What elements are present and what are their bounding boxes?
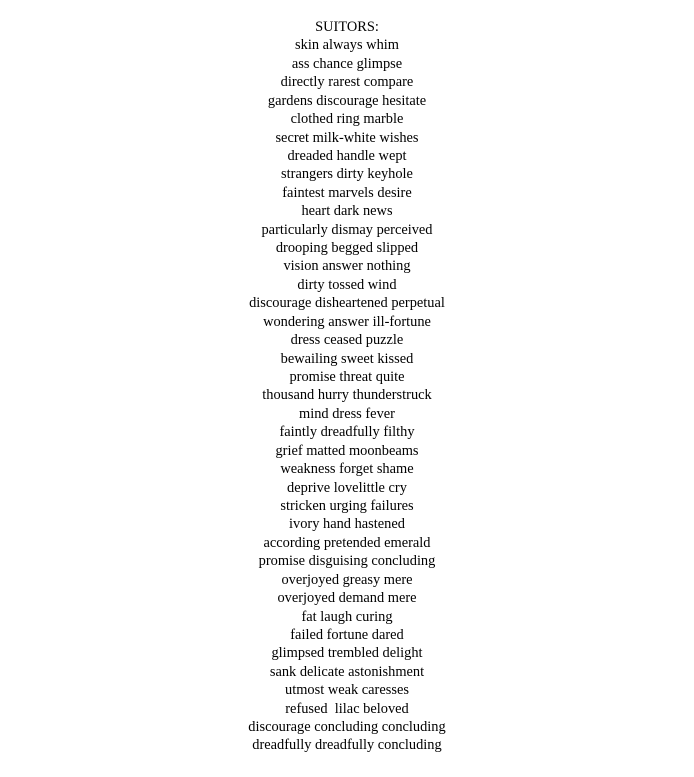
poem-line: discourage disheartened perpetual: [249, 295, 445, 312]
poem-line: fat laugh curing: [301, 608, 393, 625]
poem-line: discourage concluding concluding: [248, 719, 446, 736]
poem-line: heart dark news: [301, 203, 393, 220]
poem-line: promise threat quite: [289, 369, 405, 386]
poem-line: wondering answer ill-fortune: [263, 313, 431, 330]
poem-line: stricken urging failures: [280, 497, 414, 514]
poem-line: particularly dismay perceived: [261, 221, 433, 238]
poem-line: secret milk-white wishes: [275, 129, 419, 146]
poem: [0, 18, 694, 755]
poem-line: drooping begged slipped: [275, 240, 419, 257]
poem-title: SUITORS:: [315, 19, 379, 35]
poem-line: vision answer nothing: [283, 258, 411, 275]
poem-line: mind dress fever: [299, 405, 395, 422]
poem-line: according pretended emerald: [263, 534, 431, 551]
poem-line: refused lilac beloved: [285, 700, 409, 717]
poem-line: strangers dirty keyhole: [281, 166, 413, 183]
poem-line: promise disguising concluding: [258, 553, 436, 570]
poem-line: thousand hurry thunderstruck: [262, 387, 432, 404]
poem-line: faintest marvels desire: [282, 184, 412, 201]
poem-lines: [0, 36, 694, 754]
poem-line: overjoyed greasy mere: [281, 571, 413, 588]
poem-line: utmost weak caresses: [285, 682, 409, 699]
poem-line: failed fortune dared: [290, 626, 404, 643]
poem-line: skin always whim: [295, 37, 399, 54]
poem-line: gardens discourage hesitate: [267, 92, 427, 109]
poem-line: deprive lovelittle cry: [287, 479, 407, 496]
poem-line: ivory hand hastened: [289, 516, 405, 533]
poem-line: sank delicate astonishment: [269, 663, 425, 680]
poem-line: ass chance glimpse: [291, 55, 403, 72]
poem-line: bewailing sweet kissed: [280, 350, 414, 367]
poem-line: dreaded handle wept: [287, 147, 407, 164]
poem-line: overjoyed demand mere: [277, 590, 417, 607]
poem-line: weakness forget shame: [280, 461, 414, 478]
poem-line: dress ceased puzzle: [290, 332, 404, 349]
poem-line: directly rarest compare: [280, 74, 414, 91]
poem-line: glimpsed trembled delight: [271, 645, 423, 662]
poem-line: dreadfully dreadfully concluding: [252, 737, 442, 754]
poem-line: dirty tossed wind: [297, 276, 397, 293]
poem-line: grief matted moonbeams: [275, 442, 419, 459]
poem-line: clothed ring marble: [290, 111, 404, 128]
poem-line: faintly dreadfully filthy: [279, 424, 415, 441]
